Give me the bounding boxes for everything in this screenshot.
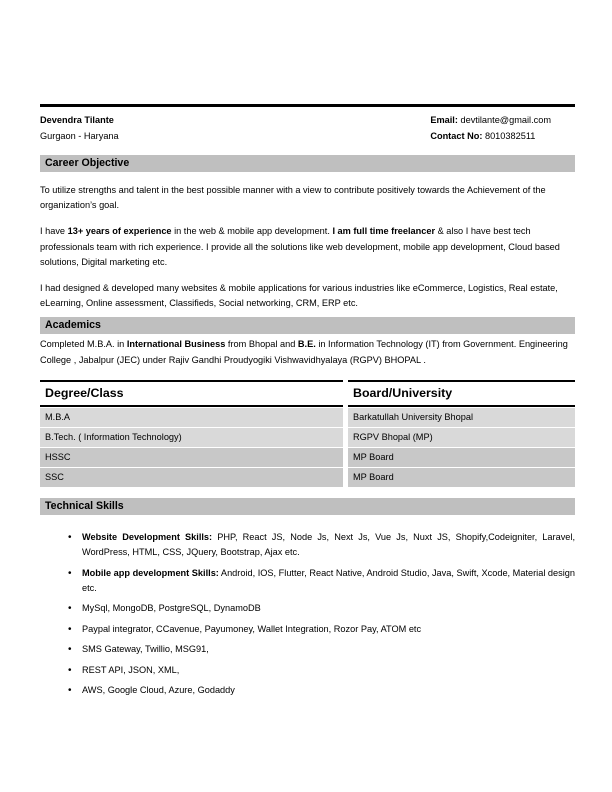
skill-text: SMS Gateway, Twillio, MSG91, (82, 644, 209, 655)
ac-text-1: Completed M.B.A. in (40, 339, 127, 350)
co-p2-text-3: & also I have best tech professionals team with rich experience. I provide all the solutions like web development, mobile app development, Cloud based solutions, Digital marketing etc. (40, 226, 560, 267)
bullet-icon: • (68, 531, 72, 543)
section-heading-academics: Academics (40, 317, 575, 334)
skill-text: PHP, React JS, Node Js, Next Js, Vue Js, Nuxt JS, Shopify,Codeigniter, Laravel, WordPress, HTML, CSS, JQuery, Bootstrap, Ajax etc. (82, 531, 575, 558)
column-header-board: Board/University (348, 380, 575, 407)
skill-text: MySql, MongoDB, PostgreSQL, DynamoDB (82, 603, 261, 614)
academics-paragraph (40, 337, 575, 367)
bullet-icon: • (68, 664, 72, 676)
table-header-row (40, 380, 575, 407)
cell-degree: HSSC (40, 448, 343, 467)
table-row (40, 468, 575, 487)
phone-row (430, 129, 551, 145)
list-item (40, 642, 575, 657)
technical-skills-list (40, 530, 575, 699)
co-p2-bold-experience: 13+ years of experience (67, 226, 172, 237)
table-row (40, 408, 575, 427)
co-p2-text-2: in the web & mobile app development. (171, 226, 333, 237)
contact-header (40, 107, 575, 149)
bullet-icon: • (68, 644, 72, 656)
education-table (40, 380, 575, 487)
contact-details (430, 113, 575, 144)
skill-label: Mobile app development Skills: (82, 567, 219, 578)
contact-label: Contact No: (430, 130, 483, 141)
skill-text: Android, IOS, Flutter, React Native, Android Studio, Java, Swift, Xcode, Material design etc. (82, 567, 575, 594)
table-row (40, 448, 575, 467)
list-item (40, 601, 575, 616)
skill-text: Paypal integrator, CCavenue, Payumoney, Wallet Integration, Rozor Pay, ATOM etc (82, 623, 422, 634)
bullet-icon: • (68, 567, 72, 579)
list-item (40, 566, 575, 597)
bullet-icon: • (68, 623, 72, 635)
bullet-icon: • (68, 603, 72, 615)
list-item (40, 683, 575, 698)
applicant-name: Devendra Tilante (40, 115, 114, 125)
cell-board: Barkatullah University Bhopal (348, 408, 575, 427)
list-item (40, 530, 575, 561)
skill-text: AWS, Google Cloud, Azure, Godaddy (82, 685, 235, 696)
applicant-location: Gurgaon - Haryana (40, 130, 119, 141)
applicant-identity (40, 113, 119, 144)
skill-label: Website Development Skills: (82, 531, 213, 542)
email-value: devtilante@gmail.com (460, 115, 551, 125)
cell-degree: B.Tech. ( Information Technology) (40, 428, 343, 447)
co-p2-text-1: I have (40, 226, 68, 237)
bullet-icon: • (68, 685, 72, 697)
list-item (40, 622, 575, 637)
cell-board: RGPV Bhopal (MP) (348, 428, 575, 447)
cell-degree: SSC (40, 468, 343, 487)
cell-degree: M.B.A (40, 408, 343, 427)
career-objective-paragraph-1: To utilize strengths and talent in the best possible manner with a view to contribute positively towards the Achievement of the organization’s goal. (40, 185, 546, 211)
ac-text-3: in Information Technology (IT) from Government. Engineering College , Jabalpur (JEC) under Rajiv Gandhi Proudyogiki Vishwavidhyalaya (RGPV) BHOPAL . (40, 339, 568, 365)
career-objective-paragraph-2 (40, 224, 575, 270)
co-p2-bold-freelancer: I am full time freelancer (332, 226, 436, 237)
section-heading-technical-skills: Technical Skills (40, 498, 575, 515)
ac-bold-international-business: International Business (126, 339, 226, 350)
ac-text-2: from Bhopal and (225, 339, 298, 350)
table-row (40, 428, 575, 447)
email-row (430, 113, 551, 129)
skill-text: REST API, JSON, XML, (82, 664, 180, 675)
resume-content (40, 104, 575, 703)
section-heading-career-objective: Career Objective (40, 155, 575, 172)
cell-board: MP Board (348, 468, 575, 487)
column-header-degree: Degree/Class (40, 380, 343, 407)
email-label: Email: (430, 115, 458, 125)
contact-value: 8010382511 (484, 130, 536, 141)
career-objective-paragraph-3: I had designed & developed many websites & mobile applications for various industries like eCommerce, Logistics, Real estate, eLearning, Online assessment, Classifieds, Social networking, CRM, ERP etc. (40, 283, 558, 309)
list-item (40, 663, 575, 678)
ac-bold-be: B.E. (297, 339, 316, 350)
cell-board: MP Board (348, 448, 575, 467)
